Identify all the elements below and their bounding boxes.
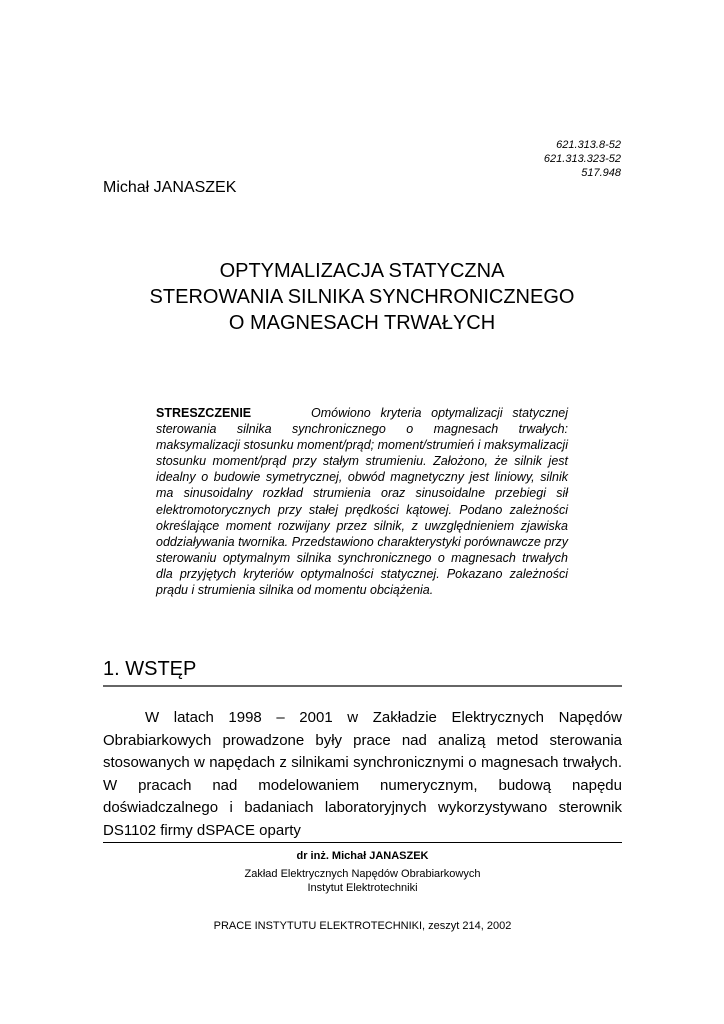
title-line: STEROWANIA SILNIKA SYNCHRONICZNEGO <box>149 286 575 308</box>
udc-code: 621.313.323-52 <box>543 153 621 165</box>
footnote-affiliation <box>103 867 622 895</box>
intro-paragraph: W latach 1998 – 2001 w Zakładzie Elektrycznych Napędów Obrabiarkowych prowadzone były prace nad analizą metod sterowania stosowanych w napędach z silnikami synchronicznymi o magnesach trwałych. W pracach nad modelowaniem numerycznym, budową napędu doświadczalnego i badaniach laboratoryjnych wykorzystywano sterownik DS1102 firmy dSPACE oparty <box>103 709 622 839</box>
footnote-institute: Instytut Elektrotechniki <box>307 882 418 894</box>
title-line: O MAGNESACH TRWAŁYCH <box>228 312 496 334</box>
footnote-department: Zakład Elektrycznych Napędów Obrabiarkowych <box>244 868 481 880</box>
udc-code: 517.948 <box>581 167 621 179</box>
section-heading: 1. WSTĘP <box>103 658 622 687</box>
title-line: OPTYMALIZACJA STATYCZNA <box>219 260 505 282</box>
author-name: Michał JANASZEK <box>103 179 237 196</box>
footnote-author: dr inż. Michał JANASZEK <box>296 850 429 862</box>
journal-citation: PRACE INSTYTUTU ELEKTROTECHNIKI, zeszyt 214, 2002 <box>213 920 512 932</box>
abstract-text: Omówiono kryteria optymalizacji statycznej sterowania silnika synchronicznego o magnesach trwałych: maksymalizacji stosunku moment/prąd; moment/strumień i maksymalizacji stosunku moment/prąd przy stałym strumieniu. Założono, że silnik jest idealny o budowie symetrycznej, obwód magnetyczny jest liniowy, silnik ma sinusoidalny rozkład strumienia oraz sinusoidalne przebiegi sił elektromotorycznych przy stałej prędkości kątowej. Podano zależności określające moment rozwijany przez silnik, z uwzględnieniem zjawiska oddziaływania twornika. Przedstawiono charakterystyki porównawcze przy sterowaniu optymalnym silnika synchronicznego o magnesach trwałych dla przyjętych kryteriów optymalności statycznej. Pokazano zależności prądu i strumienia silnika od momentu obciążenia. <box>156 406 568 598</box>
paper-title <box>60 258 664 336</box>
udc-code: 621.313.8-52 <box>556 139 621 151</box>
udc-classification <box>544 138 621 180</box>
abstract <box>156 405 568 598</box>
abstract-label: STRESZCZENIE <box>156 406 252 420</box>
footnote-divider <box>103 842 622 843</box>
